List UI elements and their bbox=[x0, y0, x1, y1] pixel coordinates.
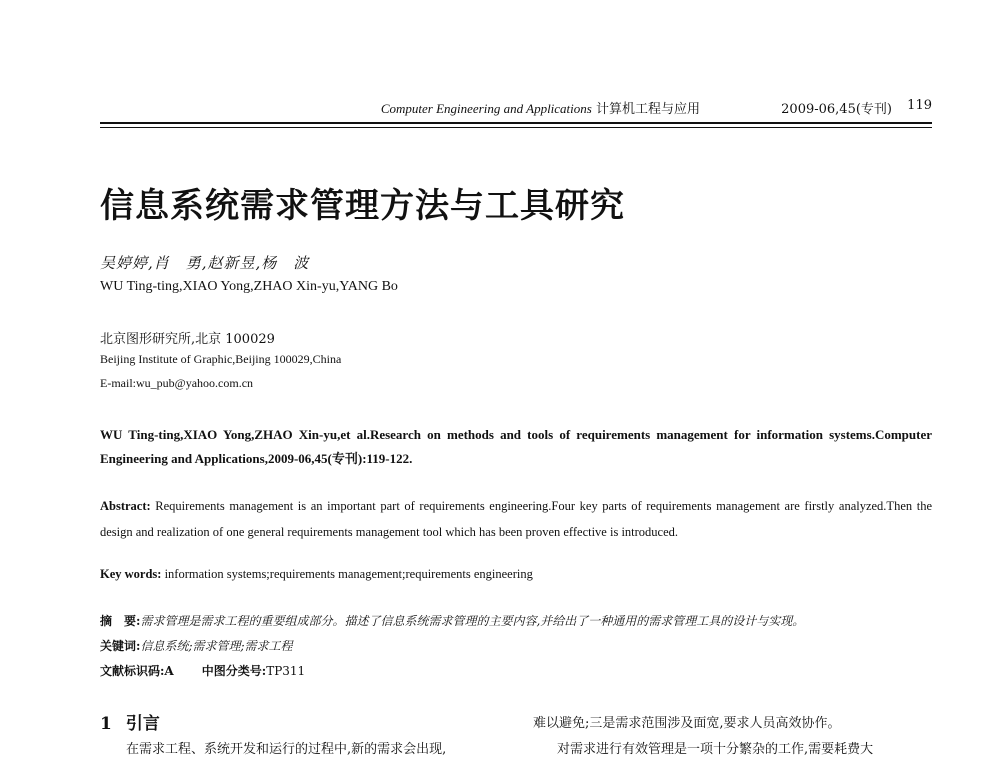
keywords-label: Key words: bbox=[100, 567, 162, 581]
abstract-label: Abstract: bbox=[100, 499, 151, 513]
section-heading bbox=[100, 709, 160, 734]
running-header bbox=[100, 96, 932, 118]
abstract-en bbox=[100, 493, 932, 545]
doc-code: 文献标识码:A bbox=[100, 664, 174, 678]
authors-cn: 吴婷婷,肖 勇,赵新昱,杨 波 bbox=[100, 254, 310, 272]
clc-value: TP311 bbox=[266, 664, 306, 678]
classification bbox=[100, 662, 305, 679]
keywords-cn bbox=[100, 637, 293, 654]
keywords-cn-label: 关键词: bbox=[100, 639, 141, 653]
abstract-cn bbox=[100, 612, 940, 629]
page-number: 119 bbox=[907, 98, 932, 113]
left-column-text: 在需求工程、系统开发和运行的过程中,新的需求会出现, bbox=[126, 742, 447, 757]
right-column-line-2: 对需求进行有效管理是一项十分繁杂的工作,需要耗费大 bbox=[557, 742, 874, 757]
abstract-text: Requirements management is an important part of requirements engineering.Four key parts of requirements management are firstly analyzed.Then the design and realization of one general requirements management tool which has been proven effective is introduced. bbox=[100, 499, 932, 539]
authors-en: WU Ting-ting,XIAO Yong,ZHAO Xin-yu,YANG Bo bbox=[100, 279, 398, 294]
affiliation-cn: 北京图形研究所,北京 100029 bbox=[100, 332, 275, 347]
journal-name-cn: 计算机工程与应用 bbox=[595, 102, 700, 117]
journal-name-en: Computer Engineering and Applications bbox=[380, 101, 592, 116]
journal-name bbox=[381, 98, 700, 117]
header-rule-thick bbox=[100, 122, 932, 124]
header-rule-thin bbox=[100, 127, 932, 128]
paper-title: 信息系统需求管理方法与工具研究 bbox=[100, 186, 625, 226]
section-number: 1 bbox=[100, 714, 112, 734]
abstract-cn-label: 摘 要: bbox=[100, 614, 141, 628]
keywords-cn-text: 信息系统;需求管理;需求工程 bbox=[140, 639, 293, 653]
keywords-text: information systems;requirements management;requirements engineering bbox=[164, 567, 533, 581]
abstract-cn-text: 需求管理是需求工程的重要组成部分。描述了信息系统需求管理的主要内容,并给出了一种通用的需求管理工具的设计与实现。 bbox=[140, 614, 805, 628]
section-title: 引言 bbox=[125, 714, 160, 734]
email: E-mail:wu_pub@yahoo.com.cn bbox=[100, 376, 254, 390]
clc-label: 中图分类号: bbox=[201, 664, 267, 678]
right-column-line-1: 难以避免;三是需求范围涉及面宽,要求人员高效协作。 bbox=[533, 716, 841, 731]
affiliation-en: Beijing Institute of Graphic,Beijing 100029,China bbox=[100, 352, 342, 366]
keywords-en bbox=[100, 567, 533, 582]
citation: WU Ting-ting,XIAO Yong,ZHAO Xin-yu,et al.Research on methods and tools of requirements management for information systems.Computer Engineering and Applications,2009-06,45(专刊):119-122. bbox=[100, 427, 932, 466]
issue-info: 2009-06,45(专刊) bbox=[781, 102, 892, 117]
